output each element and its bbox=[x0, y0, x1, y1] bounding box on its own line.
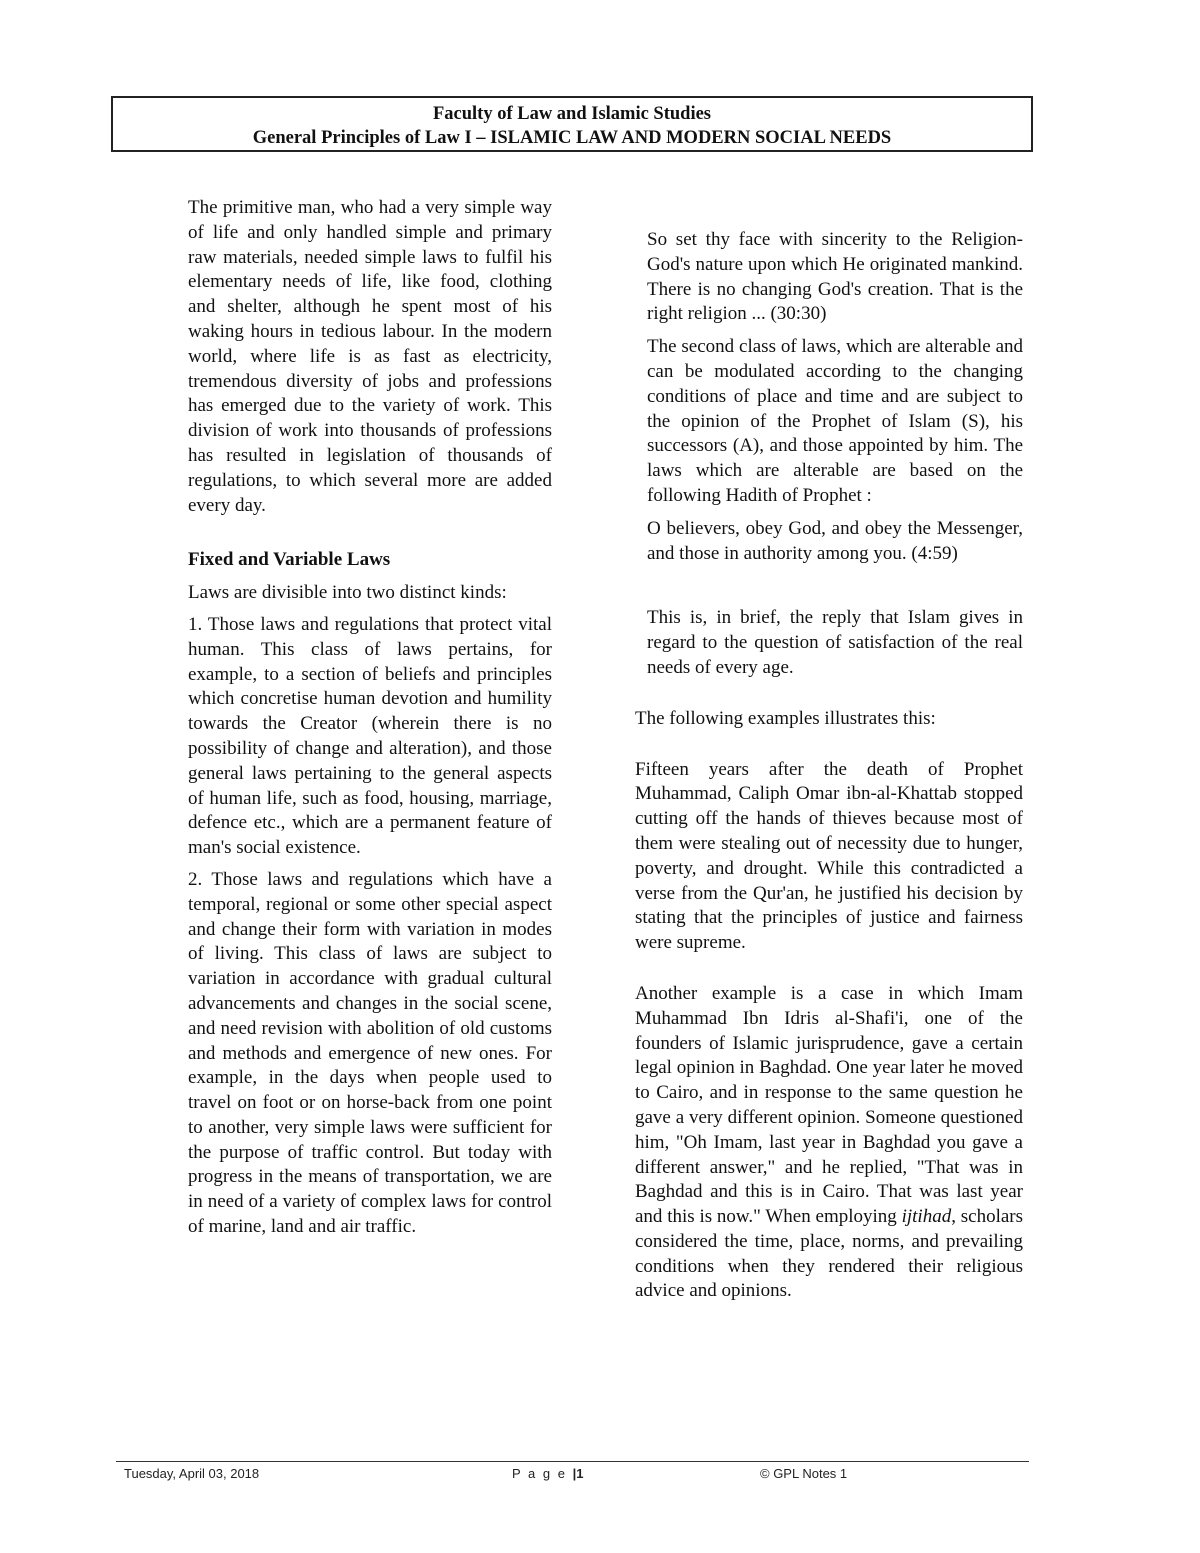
quran-quote-30-30: So set thy face with sincerity to the Religion-God's nature upon which He originated mankind. There is no changing God's creation. That is the right religion ... (30:30) bbox=[647, 229, 1023, 325]
example-shafii bbox=[635, 982, 1023, 1304]
list-item-2: 2. Those laws and regulations which have a temporal, regional or some other special aspect and change their form with variation in modes of living. This class of laws are subject to variation in accordance with gradual cultural advancements and changes in the social scene, and need revision with abolition of old customs and methods and emergence of new ones. For example, in the days when people used to travel on foot or on horse-back from one point to another, very simple laws were sufficient for the purpose of traffic control. But today with progress in the means of transportation, we are in need of a variety of complex laws for control of marine, land and air traffic. bbox=[188, 868, 552, 1238]
spacer bbox=[635, 956, 1023, 982]
ijtihad-term: ijtihad bbox=[901, 1206, 952, 1228]
section-heading: Fixed and Variable Laws bbox=[188, 549, 391, 571]
brief-paragraph: This is, in brief, the reply that Islam gives in regard to the question of satisfaction of the real needs of every age. bbox=[647, 607, 1023, 678]
footer-notes: © GPL Notes 1 bbox=[760, 1466, 848, 1481]
spacer bbox=[188, 518, 552, 548]
examples-intro: The following examples illustrates this: bbox=[635, 707, 936, 729]
page-label: P a g e bbox=[512, 1466, 567, 1481]
spacer bbox=[635, 566, 1023, 606]
example-omar: Fifteen years after the death of Prophet Muhammad, Caliph Omar ibn-al-Khattab stopped cutting off the hands of thieves because most of them were stealing out of necessity due to hunger, poverty, and drought. While this contradicted a verse from the Qur'an, he justified his decision by stating that the principles of justice and fairness were supreme. bbox=[635, 758, 1023, 954]
spacer bbox=[635, 732, 1023, 758]
spacer bbox=[635, 681, 1023, 707]
list-item-1: 1. Those laws and regulations that protect vital human. This class of laws pertains, for example, to a section of beliefs and principles which concretise human devotion and humility towards the Creator (wherein there is no possibility of change and alteration), and those general laws pertaining to the general aspects of human life, such as food, housing, marriage, defence etc., which are a permanent feature of man's social existence. bbox=[188, 613, 552, 859]
second-class-paragraph: The second class of laws, which are alterable and can be modulated according to the changing conditions of place and time and are subject to the opinion of the Prophet of Islam (S), his successors (A), and those appointed by him. The laws which are alterable are based on the following Hadith of Prophet : bbox=[647, 336, 1023, 506]
faculty-title: Faculty of Law and Islamic Studies bbox=[432, 104, 712, 124]
page-separator: | bbox=[572, 1466, 577, 1481]
right-column bbox=[635, 228, 1023, 1304]
example-shafii-end: , scholars considered the time, place, norms, and prevailing conditions when they rendered their religious advice and opinions. bbox=[635, 1206, 1024, 1302]
quran-quote-4-59: O believers, obey God, and obey the Messenger, and those in authority among you. (4:59) bbox=[647, 517, 1023, 564]
course-title: General Principles of Law I – ISLAMIC LAW AND MODERN SOCIAL NEEDS bbox=[252, 128, 892, 148]
left-column bbox=[188, 196, 552, 1240]
document-header bbox=[111, 96, 1033, 152]
intro-paragraph: The primitive man, who had a very simple way of life and only handled simple and primary raw materials, needed simple laws to fulfil his elementary needs of life, like food, clothing and shelter, although he spent most of his waking hours in tedious labour. In the modern world, where life is as fast as electricity, tremendous diversity of jobs and professions has emerged due to the variety of work. This division of work into thousands of professions has resulted in legislation of thousands of regulations, to which several more are added every day. bbox=[188, 197, 552, 516]
page-number: 1 bbox=[576, 1466, 584, 1481]
footer-date: Tuesday, April 03, 2018 bbox=[124, 1466, 260, 1481]
example-shafii-text: Another example is a case in which Imam Muhammad Ibn Idris al-Shafi'i, one of the founders of Islamic jurisprudence, gave a certain legal opinion in Baghdad. One year later he moved to Cairo, and in response to the same question he gave a very different opinion. Someone questioned him, "Oh Imam, last year in Baghdad you gave a different answer," and he replied, "That was in Baghdad and this is in Cairo. That was last year and this is now." When employing bbox=[635, 982, 1023, 1228]
lead-paragraph: Laws are divisible into two distinct kinds: bbox=[188, 582, 507, 604]
footer-page bbox=[512, 1466, 583, 1481]
footer-divider bbox=[116, 1461, 1029, 1462]
